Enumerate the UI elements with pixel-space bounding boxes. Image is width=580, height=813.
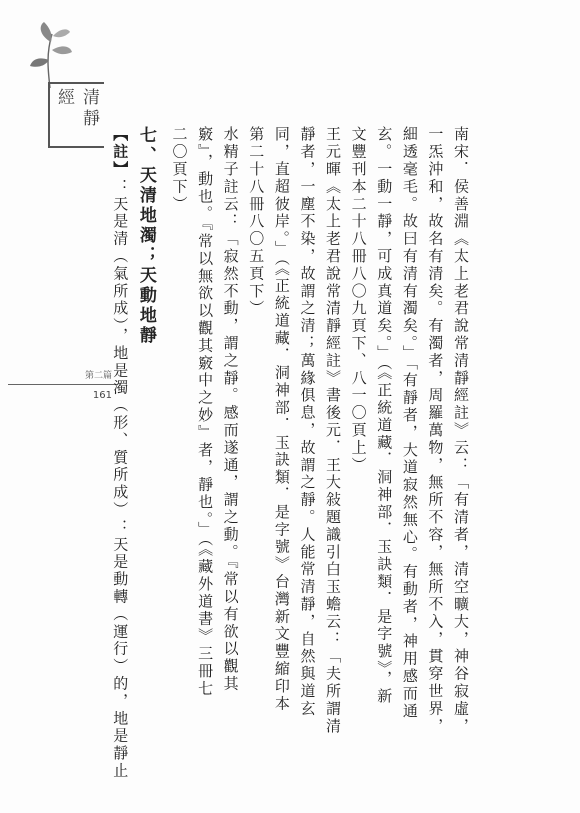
text-column: 第二十八冊八〇五頁下） (247, 126, 266, 318)
text-column: 水精子註云：「寂然不動，謂之靜。感而遂通，謂之動。『常以有欲以觀其 (221, 126, 240, 693)
text-column: 南宋．侯善淵《太上老君說常清靜經註》云：「有清者，清空曠大，神谷寂虛， (452, 126, 470, 735)
section-heading: 七、天清地濁；天動地靜 (135, 126, 156, 346)
text-column: 二〇頁下） (170, 126, 189, 213)
text-column: 同，直超彼岸。」（《正統道藏．洞神部．玉訣類．是字號》台灣新文豐縮印本 (272, 126, 291, 713)
leaf-branch-icon (22, 20, 78, 90)
body-text (111, 126, 473, 780)
text-column: 細透毫毛。故曰有清有濁矣。」「有靜者，大道寂然無心。有動者，神用感而通 (400, 126, 419, 720)
book-logo (22, 20, 99, 148)
text-column: 王元暉《太上老君說常清靜經註》書後元．王大敍題識引白玉蟾云：「夫所謂清 (324, 126, 343, 735)
text-column: 靜者，一塵不染，故謂之清；萬緣俱息，故謂之靜。人能常清靜，自然與道玄 (298, 126, 317, 718)
section-spacer (158, 126, 166, 776)
note-column (107, 126, 133, 780)
note-label: 【註】 (111, 126, 130, 179)
text-column: 一炁沖和，故名有清矣。有濁者，周羅萬物，無所不容，無所不入，貫穿世界， (426, 126, 445, 735)
book-title: 清靜經 (48, 82, 104, 148)
text-column: 竅』，動也。『常以無欲以觀其竅中之妙』者，靜也。」（《藏外道書》三冊七 (196, 126, 215, 698)
page-number: 161 (92, 390, 112, 401)
note-text: ：天是清（氣所成），地是濁（形、質所成）：天是動轉（運行）的，地是靜止 (111, 178, 130, 780)
divider-line (8, 384, 118, 385)
text-column: 玄。一動一靜，可成真道矣。」（《正統道藏．洞神部．玉訣類．是字號》，新 (375, 126, 394, 705)
text-column: 文豐刊本二十八冊八〇九頁下、八一〇頁上） (349, 126, 368, 474)
chapter-label: 第二篇 (84, 371, 112, 381)
